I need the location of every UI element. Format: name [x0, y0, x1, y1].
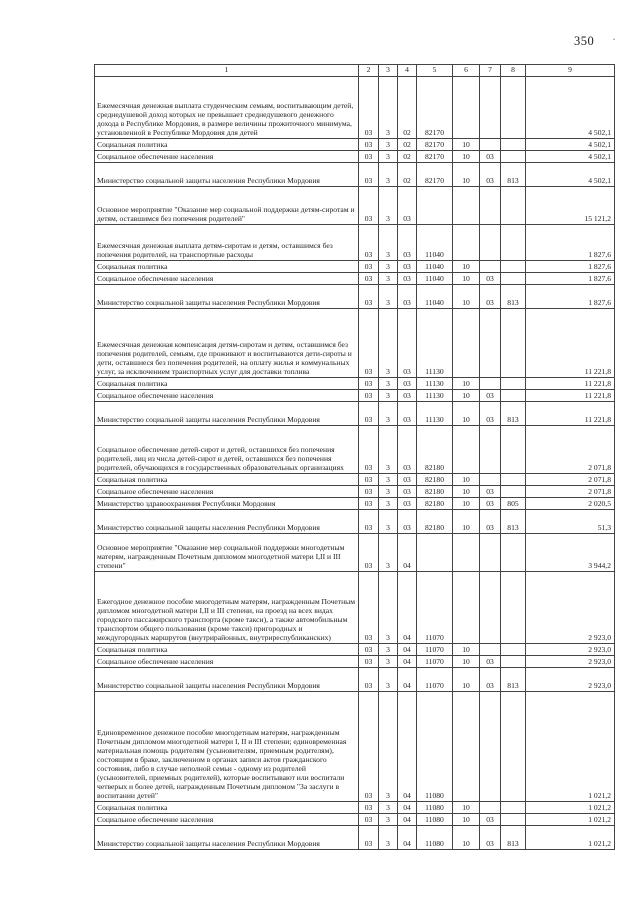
table-row	[95, 644, 615, 656]
cell-dept	[501, 187, 526, 225]
cell-dept	[501, 802, 526, 814]
corner-mark: ·	[612, 32, 616, 46]
cell-sub: 3	[379, 644, 398, 656]
cell-main: 04	[398, 534, 417, 572]
table-row	[95, 77, 615, 139]
header-cell: 3	[379, 65, 398, 77]
table-row	[95, 390, 615, 402]
cell-name: Социальное обеспечение населения	[95, 273, 359, 285]
cell-main: 04	[398, 826, 417, 850]
cell-dept: 813	[501, 402, 526, 426]
cell-dept	[501, 261, 526, 273]
cell-amount: 11 221,8	[526, 390, 615, 402]
cell-subsection: 03	[480, 402, 501, 426]
cell-dept	[501, 390, 526, 402]
cell-name: Социальное обеспечение населения	[95, 486, 359, 498]
cell-name: Единовременное денежное пособие многодетным матерям, награжденным Почетным дипломом многодетной матери I, II и III степени; единовременная материальная помощь родителям (усыновителям, приемным родителям), состоящим в браке, заключенном в органах записи актов гражданского состояния, либо в случае неполной семьи - одному из родителей (усыновителей, приемных родителей), которые воспитывают или воспитали четверых и более детей, награжденным Почетным дипломом "За заслуги в воспитании детей"	[95, 692, 359, 802]
table-row	[95, 802, 615, 814]
cell-amount: 11 221,8	[526, 309, 615, 378]
cell-dept: 813	[501, 510, 526, 534]
cell-section: 10	[453, 151, 480, 163]
cell-sub: 3	[379, 572, 398, 644]
cell-gp: 03	[359, 826, 379, 850]
cell-amount: 51,3	[526, 510, 615, 534]
cell-section	[453, 692, 480, 802]
cell-subsection	[480, 426, 501, 474]
cell-amount: 11 221,8	[526, 378, 615, 390]
cell-amount: 2 071,8	[526, 474, 615, 486]
cell-main: 04	[398, 668, 417, 692]
cell-amount: 1 021,2	[526, 802, 615, 814]
cell-code	[417, 187, 453, 225]
cell-main: 03	[398, 261, 417, 273]
cell-subsection: 03	[480, 486, 501, 498]
cell-name: Основное мероприятие "Оказание мер социальной поддержки детям-сиротам и детям, оставшимся без попечения родителей"	[95, 187, 359, 225]
cell-sub: 3	[379, 261, 398, 273]
cell-code: 82180	[417, 474, 453, 486]
cell-name: Ежемесячная денежная выплата детям-сиротам и детям, оставшимся без попечения родителей, на транспортные расходы	[95, 225, 359, 261]
cell-code: 11040	[417, 273, 453, 285]
cell-sub: 3	[379, 510, 398, 534]
cell-subsection: 03	[480, 273, 501, 285]
cell-sub: 3	[379, 486, 398, 498]
cell-section: 10	[453, 802, 480, 814]
cell-subsection: 03	[480, 668, 501, 692]
cell-main: 04	[398, 692, 417, 802]
cell-section: 10	[453, 826, 480, 850]
cell-dept	[501, 273, 526, 285]
cell-name: Министерство социальной защиты населения Республики Мордовия	[95, 668, 359, 692]
cell-subsection: 03	[480, 163, 501, 187]
header-cell: 7	[480, 65, 501, 77]
header-cell: 8	[501, 65, 526, 77]
table-row	[95, 656, 615, 668]
cell-sub: 3	[379, 285, 398, 309]
cell-section	[453, 77, 480, 139]
cell-amount: 4 502,1	[526, 163, 615, 187]
cell-subsection	[480, 139, 501, 151]
cell-dept	[501, 225, 526, 261]
cell-section: 10	[453, 390, 480, 402]
cell-gp: 03	[359, 309, 379, 378]
cell-name: Социальное обеспечение населения	[95, 390, 359, 402]
cell-sub: 3	[379, 225, 398, 261]
cell-code: 11070	[417, 668, 453, 692]
table-row	[95, 692, 615, 802]
cell-gp: 03	[359, 802, 379, 814]
cell-sub: 3	[379, 802, 398, 814]
cell-subsection	[480, 802, 501, 814]
cell-gp: 03	[359, 151, 379, 163]
cell-main: 04	[398, 656, 417, 668]
cell-name: Социальная политика	[95, 139, 359, 151]
cell-gp: 03	[359, 225, 379, 261]
cell-amount: 2 071,8	[526, 486, 615, 498]
table-row	[95, 139, 615, 151]
cell-code: 11080	[417, 826, 453, 850]
cell-gp: 03	[359, 668, 379, 692]
cell-section: 10	[453, 378, 480, 390]
cell-gp: 03	[359, 498, 379, 510]
cell-amount: 1 827,6	[526, 273, 615, 285]
cell-dept	[501, 378, 526, 390]
cell-sub: 3	[379, 163, 398, 187]
cell-main: 03	[398, 285, 417, 309]
table-row	[95, 668, 615, 692]
cell-code	[417, 534, 453, 572]
header-cell: 2	[359, 65, 379, 77]
cell-sub: 3	[379, 814, 398, 826]
cell-name: Социальное обеспечение детей-сирот и детей, оставшихся без попечения родителей, лиц из числа детей-сирот и детей, оставшихся без попечения родителей, обучающихся в государственных образовательных организациях	[95, 426, 359, 474]
cell-amount: 4 502,1	[526, 151, 615, 163]
table-row	[95, 426, 615, 474]
cell-sub: 3	[379, 378, 398, 390]
cell-dept	[501, 309, 526, 378]
cell-main: 02	[398, 163, 417, 187]
cell-main: 02	[398, 151, 417, 163]
cell-gp: 03	[359, 486, 379, 498]
cell-section: 10	[453, 486, 480, 498]
cell-code: 11070	[417, 656, 453, 668]
cell-dept	[501, 572, 526, 644]
cell-name: Министерство социальной защиты населения Республики Мордовия	[95, 285, 359, 309]
cell-amount: 2 923,0	[526, 668, 615, 692]
table-row	[95, 163, 615, 187]
cell-code: 82170	[417, 139, 453, 151]
cell-amount: 4 502,1	[526, 77, 615, 139]
cell-sub: 3	[379, 668, 398, 692]
cell-dept	[501, 77, 526, 139]
cell-main: 04	[398, 572, 417, 644]
cell-amount: 3 944,2	[526, 534, 615, 572]
cell-main: 03	[398, 402, 417, 426]
cell-section	[453, 534, 480, 572]
cell-subsection: 03	[480, 285, 501, 309]
cell-dept: 813	[501, 163, 526, 187]
cell-main: 02	[398, 77, 417, 139]
cell-gp: 03	[359, 510, 379, 534]
cell-gp: 03	[359, 692, 379, 802]
table-row	[95, 826, 615, 850]
cell-amount: 11 221,8	[526, 402, 615, 426]
cell-amount: 15 121,2	[526, 187, 615, 225]
cell-dept	[501, 814, 526, 826]
cell-gp: 03	[359, 390, 379, 402]
cell-sub: 3	[379, 656, 398, 668]
cell-subsection: 03	[480, 510, 501, 534]
cell-section: 10	[453, 163, 480, 187]
table-row	[95, 498, 615, 510]
cell-amount: 1 827,6	[526, 225, 615, 261]
cell-code: 11040	[417, 285, 453, 309]
cell-dept	[501, 474, 526, 486]
table-row	[95, 225, 615, 261]
cell-sub: 3	[379, 498, 398, 510]
cell-main: 03	[398, 390, 417, 402]
cell-code: 11040	[417, 261, 453, 273]
cell-code: 11130	[417, 378, 453, 390]
cell-main: 03	[398, 309, 417, 378]
cell-gp: 03	[359, 163, 379, 187]
cell-main: 03	[398, 474, 417, 486]
cell-section: 10	[453, 656, 480, 668]
cell-amount: 2 923,0	[526, 572, 615, 644]
cell-subsection	[480, 534, 501, 572]
header-cell: 6	[453, 65, 480, 77]
cell-section: 10	[453, 498, 480, 510]
cell-name: Министерство социальной защиты населения Республики Мордовия	[95, 163, 359, 187]
table-row	[95, 285, 615, 309]
cell-sub: 3	[379, 474, 398, 486]
cell-code: 11070	[417, 572, 453, 644]
cell-section	[453, 572, 480, 644]
cell-sub: 3	[379, 273, 398, 285]
budget-table	[94, 64, 615, 850]
cell-code: 11130	[417, 390, 453, 402]
cell-section: 10	[453, 644, 480, 656]
cell-subsection: 03	[480, 656, 501, 668]
cell-section: 10	[453, 285, 480, 309]
cell-main: 03	[398, 273, 417, 285]
cell-section: 10	[453, 668, 480, 692]
cell-subsection	[480, 187, 501, 225]
cell-code: 11070	[417, 644, 453, 656]
cell-main: 04	[398, 644, 417, 656]
cell-dept: 813	[501, 668, 526, 692]
cell-name: Министерство социальной защиты населения Республики Мордовия	[95, 510, 359, 534]
cell-name: Министерство социальной защиты населения Республики Мордовия	[95, 402, 359, 426]
cell-sub: 3	[379, 390, 398, 402]
cell-dept	[501, 692, 526, 802]
cell-section: 10	[453, 474, 480, 486]
table-row	[95, 510, 615, 534]
cell-subsection	[480, 572, 501, 644]
cell-name: Социальная политика	[95, 378, 359, 390]
cell-section: 10	[453, 139, 480, 151]
cell-subsection: 03	[480, 498, 501, 510]
cell-sub: 3	[379, 187, 398, 225]
cell-name: Социальное обеспечение населения	[95, 151, 359, 163]
table-row	[95, 151, 615, 163]
cell-section	[453, 225, 480, 261]
cell-code: 82170	[417, 151, 453, 163]
cell-main: 04	[398, 814, 417, 826]
cell-gp: 03	[359, 273, 379, 285]
cell-sub: 3	[379, 151, 398, 163]
cell-gp: 03	[359, 656, 379, 668]
cell-amount: 1 021,2	[526, 814, 615, 826]
table-row	[95, 273, 615, 285]
cell-dept: 813	[501, 285, 526, 309]
cell-name: Министерство социальной защиты населения Республики Мордовия	[95, 826, 359, 850]
cell-subsection: 03	[480, 390, 501, 402]
cell-subsection	[480, 378, 501, 390]
cell-amount: 2 020,5	[526, 498, 615, 510]
cell-code: 11080	[417, 692, 453, 802]
table-row	[95, 309, 615, 378]
cell-gp: 03	[359, 572, 379, 644]
table-row	[95, 534, 615, 572]
cell-dept	[501, 426, 526, 474]
cell-amount: 1 827,6	[526, 285, 615, 309]
cell-section: 10	[453, 273, 480, 285]
cell-main: 03	[398, 486, 417, 498]
cell-gp: 03	[359, 474, 379, 486]
header-cell: 5	[417, 65, 453, 77]
cell-main: 04	[398, 802, 417, 814]
cell-sub: 3	[379, 534, 398, 572]
cell-name: Основное мероприятие "Оказание мер социальной поддержки многодетным матерям, награжденным Почетным дипломом многодетной матери I,II и III степени"	[95, 534, 359, 572]
cell-code: 82170	[417, 77, 453, 139]
cell-section	[453, 309, 480, 378]
cell-name: Социальная политика	[95, 261, 359, 273]
cell-section	[453, 426, 480, 474]
cell-amount: 2 071,8	[526, 426, 615, 474]
cell-sub: 3	[379, 426, 398, 474]
cell-subsection	[480, 309, 501, 378]
cell-subsection: 03	[480, 826, 501, 850]
cell-code: 11080	[417, 814, 453, 826]
cell-code: 82180	[417, 510, 453, 534]
cell-dept	[501, 486, 526, 498]
cell-section: 10	[453, 814, 480, 826]
header-row	[95, 65, 615, 77]
cell-code: 11130	[417, 309, 453, 378]
cell-dept: 805	[501, 498, 526, 510]
cell-name: Социальная политика	[95, 474, 359, 486]
cell-subsection: 03	[480, 814, 501, 826]
cell-gp: 03	[359, 285, 379, 309]
table-row	[95, 486, 615, 498]
table-row	[95, 261, 615, 273]
cell-sub: 3	[379, 139, 398, 151]
cell-gp: 03	[359, 814, 379, 826]
cell-gp: 03	[359, 378, 379, 390]
table-row	[95, 474, 615, 486]
cell-name: Социальное обеспечение населения	[95, 814, 359, 826]
cell-section	[453, 187, 480, 225]
cell-gp: 03	[359, 426, 379, 474]
cell-code: 82180	[417, 486, 453, 498]
cell-name: Ежегодное денежное пособие многодетным матерям, награжденным Почетным дипломом многодетной матери I,II и III степени, на проезд на всех видах городского пассажирского транспорта (кроме такси), а также автомобильным транспортом общего пользования (кроме такси) пригородных и междугородных маршрутов (внутрирайонных, внутриреспубликанских)	[95, 572, 359, 644]
cell-dept	[501, 656, 526, 668]
cell-dept	[501, 139, 526, 151]
header-cell: 9	[526, 65, 615, 77]
cell-code: 11130	[417, 402, 453, 426]
cell-amount: 1 021,2	[526, 826, 615, 850]
cell-amount: 2 923,0	[526, 644, 615, 656]
cell-section: 10	[453, 402, 480, 426]
cell-gp: 03	[359, 402, 379, 426]
cell-main: 03	[398, 426, 417, 474]
cell-main: 02	[398, 139, 417, 151]
table-row	[95, 572, 615, 644]
cell-section: 10	[453, 510, 480, 534]
cell-sub: 3	[379, 309, 398, 378]
table-row	[95, 402, 615, 426]
cell-dept: 813	[501, 826, 526, 850]
cell-name: Социальная политика	[95, 644, 359, 656]
header-cell: 4	[398, 65, 417, 77]
table-row	[95, 378, 615, 390]
cell-section: 10	[453, 261, 480, 273]
cell-gp: 03	[359, 534, 379, 572]
cell-gp: 03	[359, 77, 379, 139]
cell-sub: 3	[379, 826, 398, 850]
cell-gp: 03	[359, 187, 379, 225]
cell-gp: 03	[359, 139, 379, 151]
cell-amount: 4 502,1	[526, 139, 615, 151]
table-row	[95, 187, 615, 225]
cell-dept	[501, 534, 526, 572]
cell-main: 03	[398, 378, 417, 390]
cell-gp: 03	[359, 261, 379, 273]
cell-code: 82180	[417, 498, 453, 510]
cell-code: 11080	[417, 802, 453, 814]
cell-subsection	[480, 474, 501, 486]
cell-main: 03	[398, 187, 417, 225]
cell-name: Ежемесячная денежная компенсация детям-сиротам и детям, оставшимся без попечения родителей, семьям, где проживают и воспитываются дети-сироты и дети, оставшиеся без попечения родителей, на оплату жилья и коммунальных услуг, за исключением транспортных услуг для доставки топлива	[95, 309, 359, 378]
cell-subsection: 03	[480, 151, 501, 163]
cell-name: Социальное обеспечение населения	[95, 656, 359, 668]
header-cell: 1	[95, 65, 359, 77]
page-number: 350	[574, 34, 595, 48]
cell-code: 82180	[417, 426, 453, 474]
cell-sub: 3	[379, 77, 398, 139]
cell-amount: 1 021,2	[526, 692, 615, 802]
cell-main: 03	[398, 225, 417, 261]
cell-subsection	[480, 261, 501, 273]
cell-subsection	[480, 225, 501, 261]
cell-subsection	[480, 644, 501, 656]
cell-code: 11040	[417, 225, 453, 261]
cell-sub: 3	[379, 402, 398, 426]
cell-sub: 3	[379, 692, 398, 802]
cell-main: 03	[398, 510, 417, 534]
cell-amount: 1 827,6	[526, 261, 615, 273]
cell-dept	[501, 644, 526, 656]
cell-main: 03	[398, 498, 417, 510]
cell-dept	[501, 151, 526, 163]
cell-subsection	[480, 692, 501, 802]
cell-subsection	[480, 77, 501, 139]
cell-code: 82170	[417, 163, 453, 187]
cell-name: Ежемесячная денежная выплата студенческим семьям, воспитывающим детей, среднедушевой доход которых не превышает среднедушевого денежного дохода в Республике Мордовия, в размере величины прожиточного минимума, установленной в Республике Мордовия для детей	[95, 77, 359, 139]
table-row	[95, 814, 615, 826]
cell-name: Министерство здравоохранения Республики Мордовия	[95, 498, 359, 510]
cell-amount: 2 923,0	[526, 656, 615, 668]
cell-name: Социальная политика	[95, 802, 359, 814]
cell-gp: 03	[359, 644, 379, 656]
